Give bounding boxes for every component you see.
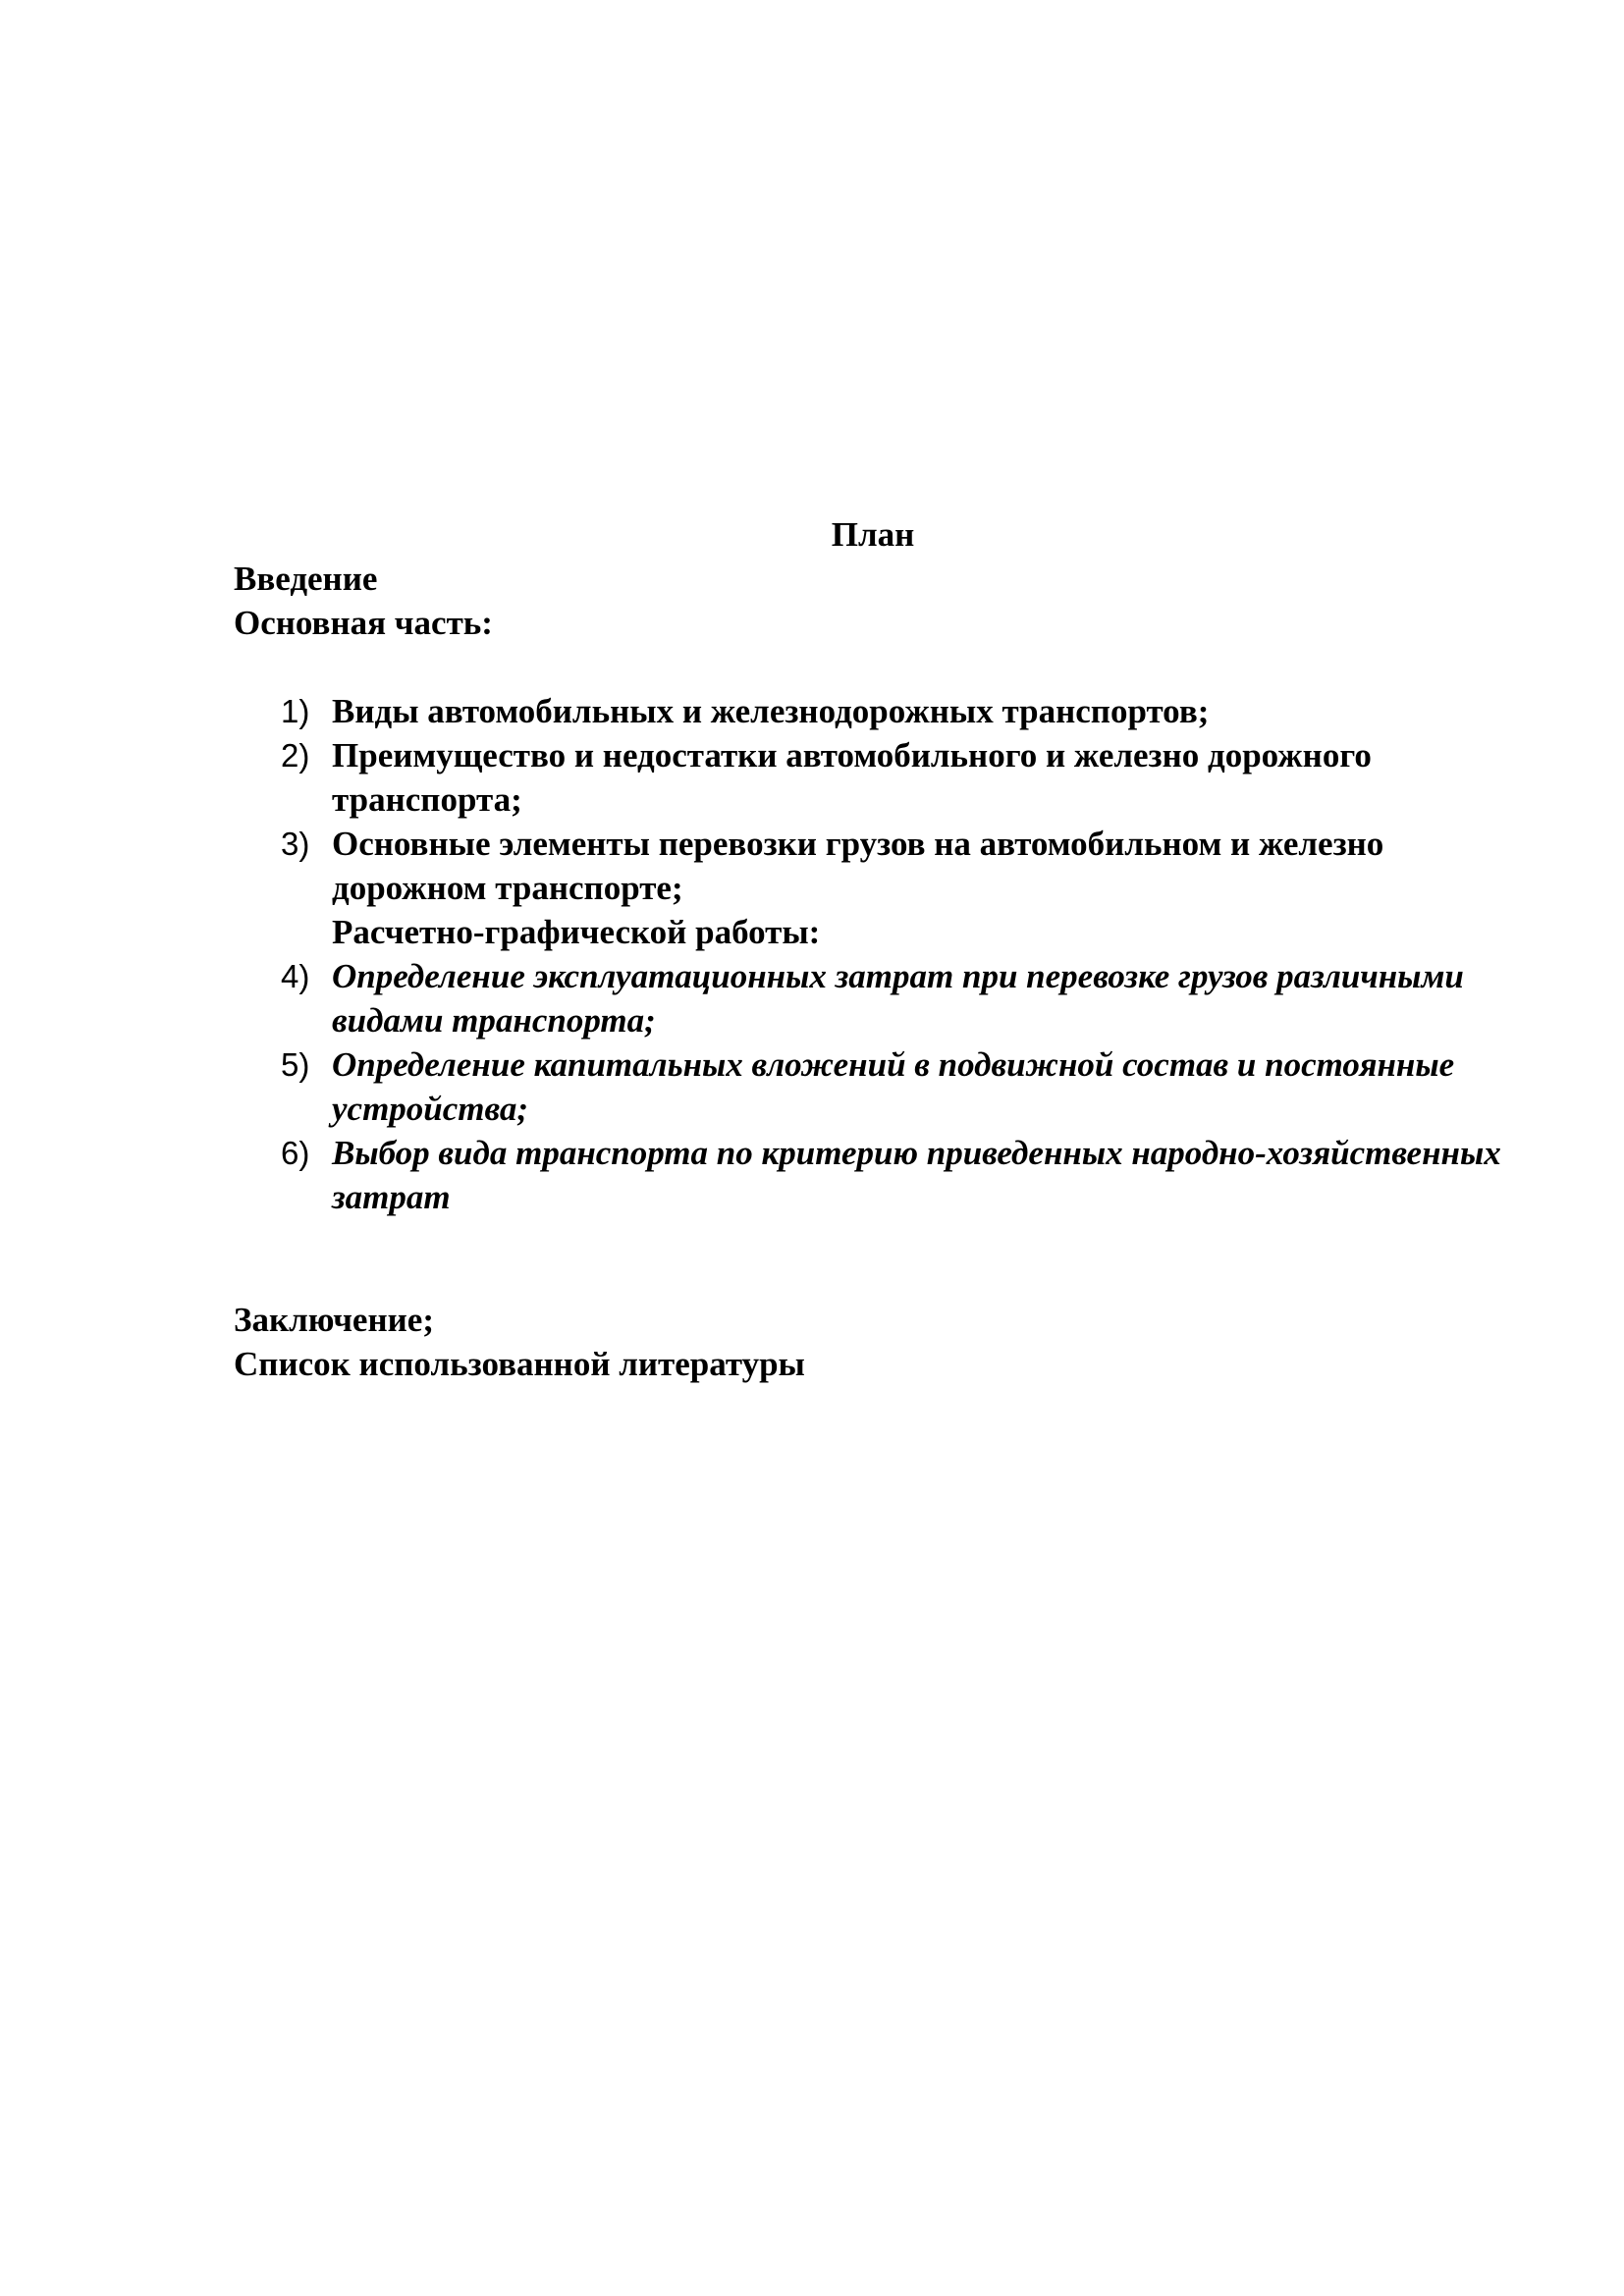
list-item-5 (234, 1042, 1530, 1131)
list-item-2 (234, 733, 1530, 822)
list-number: 1) (281, 693, 310, 729)
list-number: 2) (281, 737, 310, 774)
list-item-6 (234, 1131, 1530, 1219)
list-number: 3) (281, 826, 310, 862)
page-title: План (831, 515, 915, 554)
list-item-text: Выбор вида транспорта по критерию приведенных народно-хозяйственных затрат (332, 1134, 1501, 1216)
main-part-heading: Основная часть: (234, 604, 493, 642)
list-item-4 (234, 954, 1530, 1042)
spacer (234, 645, 1530, 689)
list-number: 4) (281, 958, 310, 994)
conclusion-heading: Заключение; (234, 1301, 434, 1339)
references-heading: Список использованной литературы (234, 1345, 805, 1383)
list-item-1 (234, 689, 1530, 733)
plan-list (234, 689, 1530, 1219)
intro-heading: Введение (234, 560, 378, 598)
spacer (234, 1219, 1530, 1298)
list-number: 5) (281, 1046, 310, 1083)
list-item-text: Виды автомобильных и железнодорожных транспортов; (332, 692, 1210, 730)
calc-work-heading: Расчетно-графической работы: (332, 913, 821, 951)
list-item-3 (234, 822, 1530, 910)
list-item-text: Основные элементы перевозки грузов на автомобильном и железно дорожном транспорте; (332, 825, 1384, 907)
list-item-text: Определение капитальных вложений в подвижной состав и постоянные устройства; (332, 1045, 1455, 1128)
list-number: 6) (281, 1135, 310, 1171)
list-item-text: Преимущество и недостатки автомобильного и железно дорожного транспорта; (332, 736, 1372, 819)
list-item-text: Определение эксплуатационных затрат при перевозке грузов различными видами транспорта; (332, 957, 1464, 1040)
plan-content (234, 512, 1530, 1386)
